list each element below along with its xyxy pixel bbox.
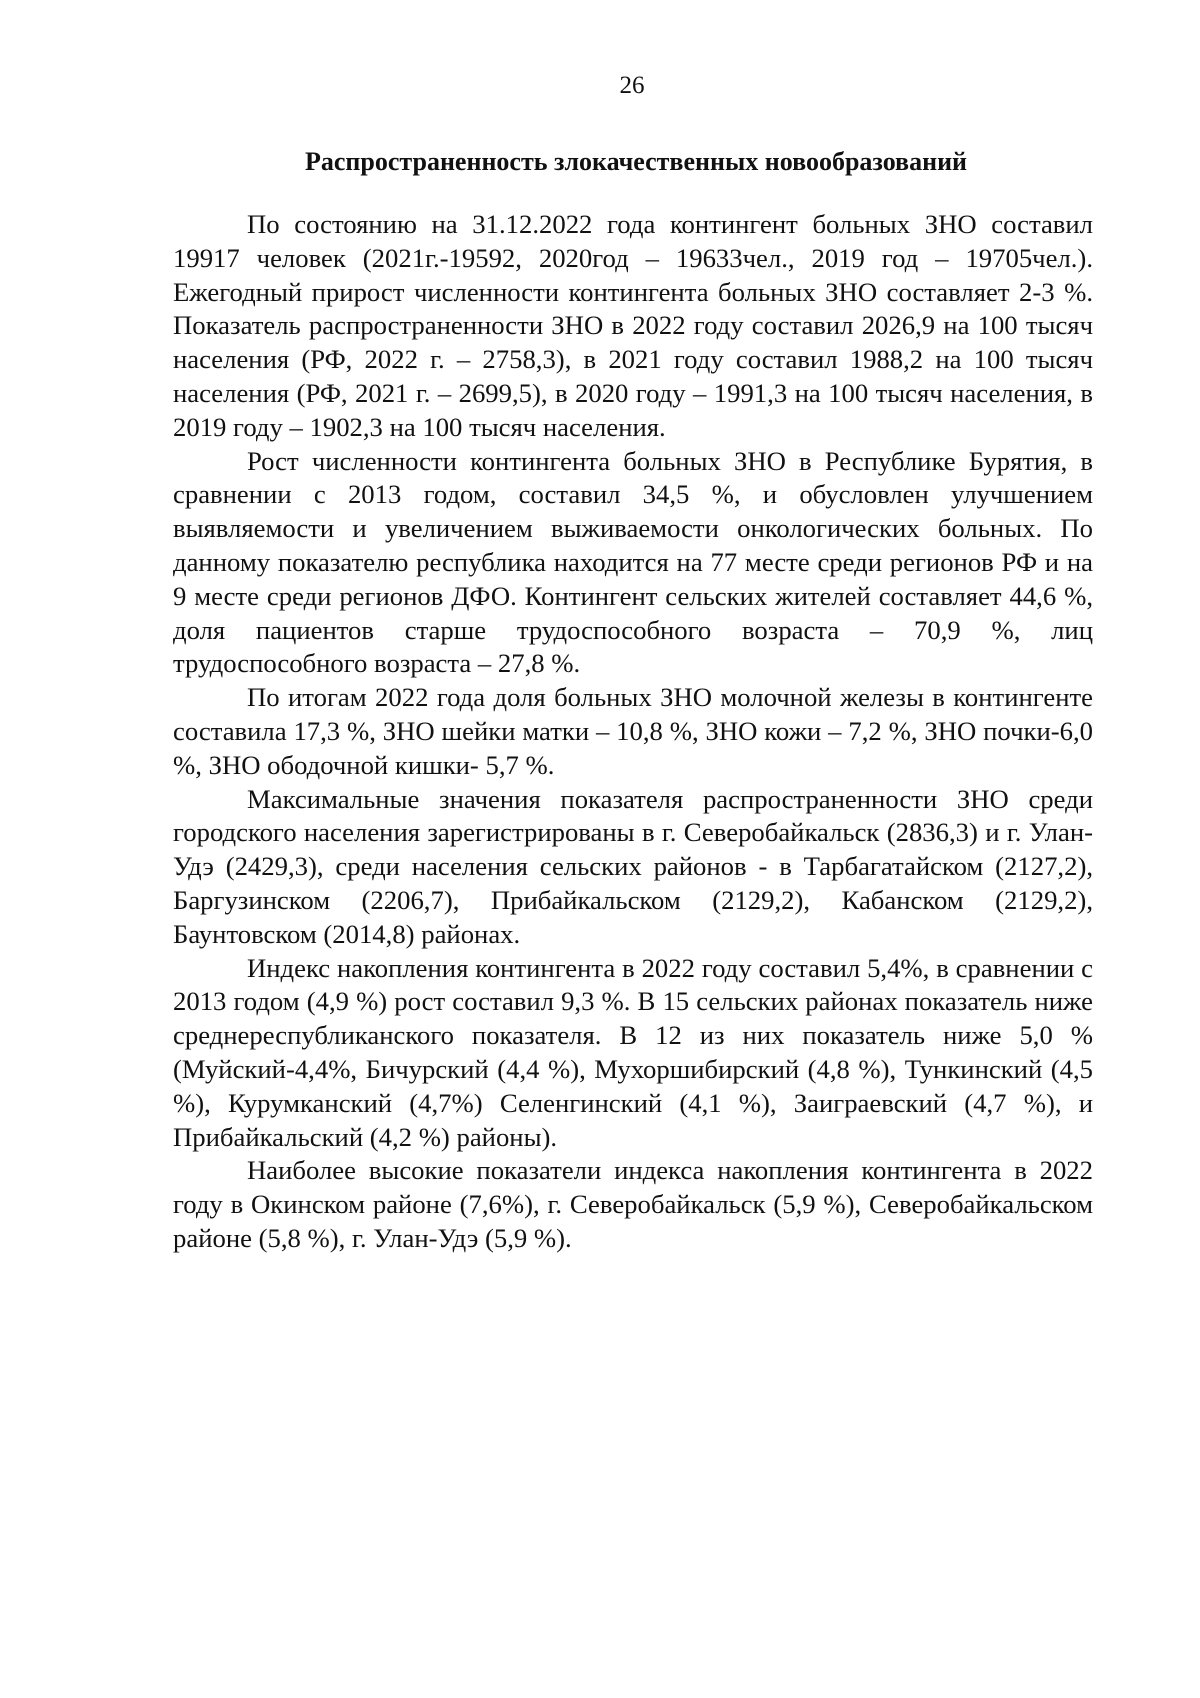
paragraph-accumulation-index: Индекс накопления контингента в 2022 году составил 5,4%, в сравнении с 2013 годом (4,9 %) рост составил 9,3 %. В 15 сельских районах показатель ниже среднереспубликанского показателя. В 12 из них показатель ниже 5,0 % (Муйский-4,4%, Бичурский (4,4 %), Мухоршибирский (4,8 %), Тункинский (4,5 %), Курумканский (4,7%) Селенгинский (4,1 %), Заиграевский (4,7 %), и Прибайкальский (4,2 %) районы). — [173, 952, 1093, 1152]
paragraph-growth: Рост численности контингента больных ЗНО в Республике Бурятия, в сравнении с 2013 годом, составил 34,5 %, и обусловлен улучшением выявляемости и увеличением выживаемости онкологических больных. По данному показателю республика находится на 77 месте среди регионов РФ и на 9 месте среди регионов ДФО. Контингент сельских жителей составляет 44,6 %, доля пациентов старше трудоспособного возраста – 70,9 %, лиц трудоспособного возраста – 27,8 %. — [173, 445, 1093, 679]
paragraph-structure: По итогам 2022 года доля больных ЗНО молочной железы в контингенте составила 17,3 %, ЗНО шейки матки – 10,8 %, ЗНО кожи – 7,2 %, ЗНО почки-6,0 %, ЗНО ободочной кишки- 5,7 %. — [173, 682, 1093, 780]
body-text — [173, 208, 1093, 1256]
paragraph-max-values: Максимальные значения показателя распространенности ЗНО среди городского населения зарегистрированы в г. Северобайкальск (2836,3) и г. Улан-Удэ (2429,3), среди населения сельских районов - в Тарбагатайском (2127,2), Баргузинском (2206,7), Прибайкальском (2129,2), Кабанском (2129,2), Баунтовском (2014,8) районах. — [173, 783, 1093, 949]
page-number: 26 — [619, 72, 645, 99]
paragraph-contingent: По состоянию на 31.12.2022 года контингент больных ЗНО составил 19917 человек (2021г.-19592, 2020год – 19633чел., 2019 год – 19705чел.). Ежегодный прирост численности контингента больных ЗНО составляет 2-3 %. Показатель распространенности ЗНО в 2022 году составил 2026,9 на 100 тысяч населения (РФ, 2022 г. – 2758,3), в 2021 году составил 1988,2 на 100 тысяч населения (РФ, 2021 г. – 2699,5), в 2020 году – 1991,3 на 100 тысяч населения, в 2019 году – 1902,3 на 100 тысяч населения. — [173, 209, 1093, 442]
paragraph-highest-index: Наиболее высокие показатели индекса накопления контингента в 2022 году в Окинском районе (7,6%), г. Северобайкальск (5,9 %), Северобайкальском районе (5,8 %), г. Улан-Удэ (5,9 %). — [173, 1155, 1093, 1253]
section-title: Распространенность злокачественных новообразований — [305, 147, 968, 176]
